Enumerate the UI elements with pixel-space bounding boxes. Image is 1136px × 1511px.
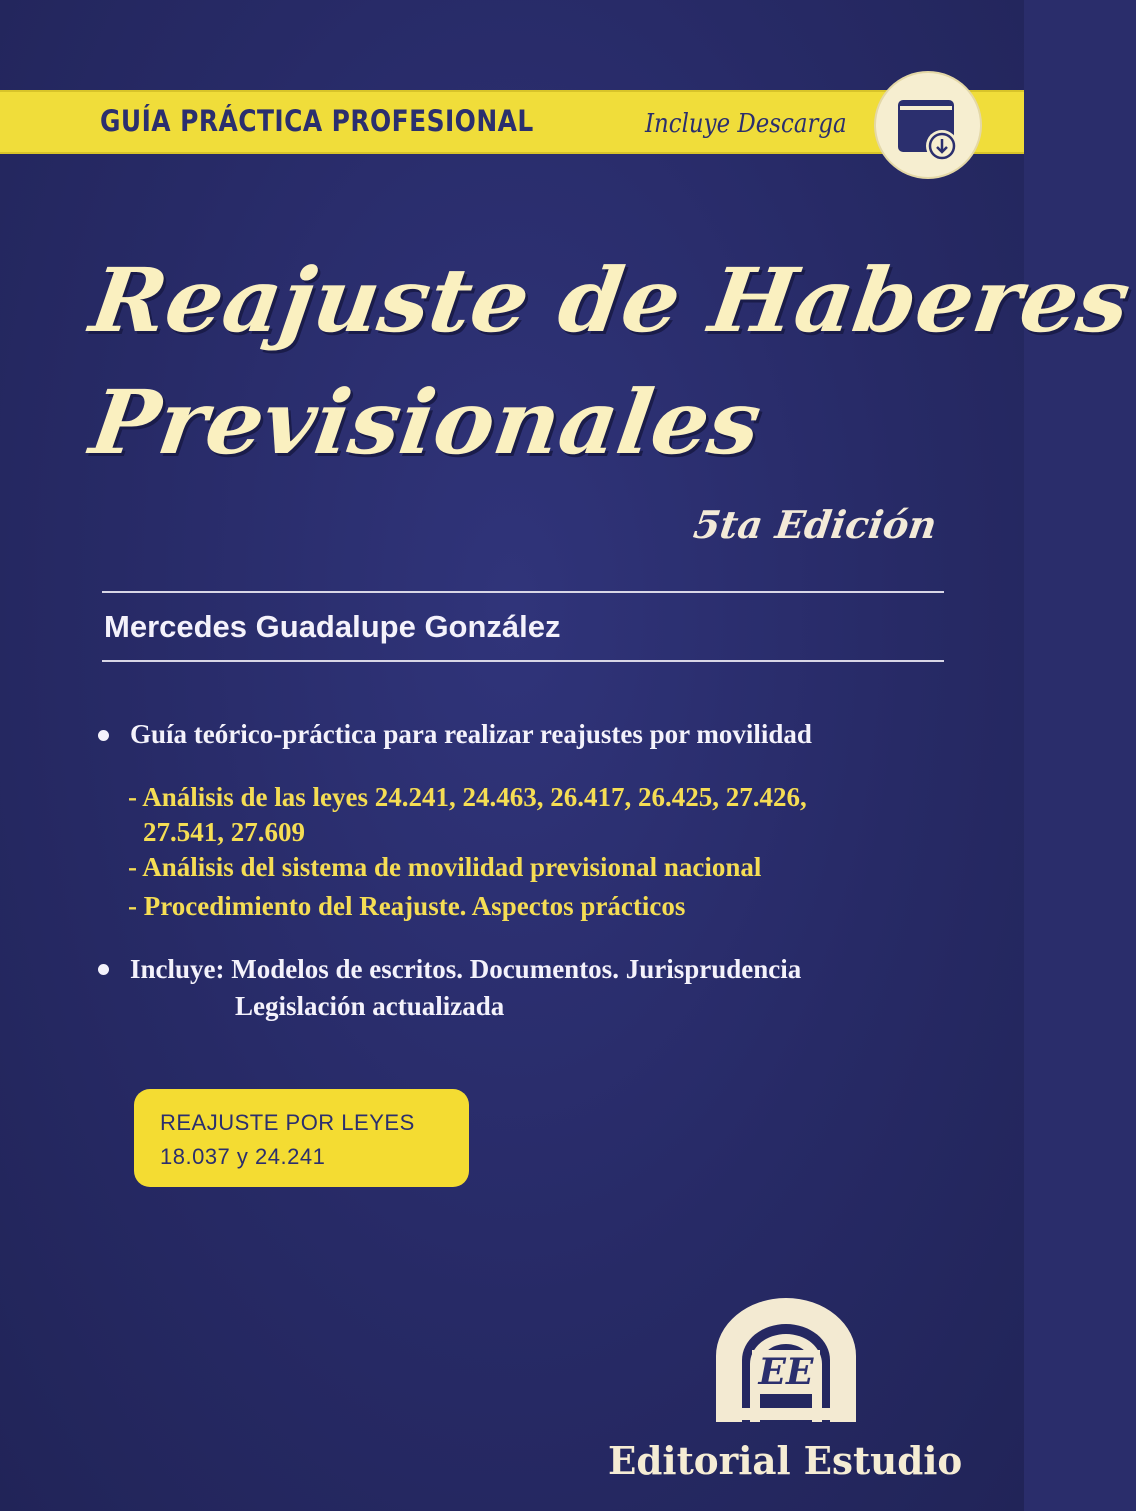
download-folder-icon bbox=[876, 73, 980, 177]
laws-box-line-1: REAJUSTE POR LEYES bbox=[160, 1110, 415, 1135]
bullet-icon bbox=[98, 964, 109, 975]
bullet-1-item: - Análisis de las leyes 24.241, 24.463, 26.417, 26.425, 27.426, bbox=[128, 782, 807, 812]
title-line-2: Previsionales bbox=[84, 370, 768, 474]
edition-label: 5ta Edición bbox=[690, 502, 940, 547]
download-label: Incluye Descarga bbox=[645, 109, 847, 139]
bullet-2-line-2: Legislación actualizada bbox=[235, 991, 505, 1021]
publisher-name: Editorial Estudio bbox=[608, 1438, 963, 1483]
bullet-1-item: - Análisis del sistema de movilidad previsional nacional bbox=[128, 852, 762, 882]
author-name: Mercedes Guadalupe González bbox=[104, 609, 561, 644]
bullet-1-item: 27.541, 27.609 bbox=[143, 817, 305, 847]
bullet-2-line-1: Incluye: Modelos de escritos. Documentos. Jurisprudencia bbox=[130, 954, 802, 984]
divider-bottom bbox=[102, 660, 944, 662]
bullet-1-text: Guía teórico-práctica para realizar reajustes por movilidad bbox=[130, 719, 812, 749]
editorial-estudio-logo bbox=[712, 1296, 860, 1426]
series-label: GUÍA PRÁCTICA PROFESIONAL bbox=[100, 104, 534, 138]
divider-top bbox=[102, 591, 944, 593]
download-badge bbox=[876, 73, 980, 177]
laws-box bbox=[134, 1089, 469, 1187]
laws-box-line-2: 18.037 y 24.241 bbox=[160, 1144, 326, 1169]
title-line-1: Reajuste de Haberes bbox=[84, 248, 1136, 352]
logo-text: EE bbox=[758, 1351, 814, 1393]
bullet-1-item: - Procedimiento del Reajuste. Aspectos prácticos bbox=[128, 891, 686, 921]
bullet-icon bbox=[98, 730, 109, 741]
